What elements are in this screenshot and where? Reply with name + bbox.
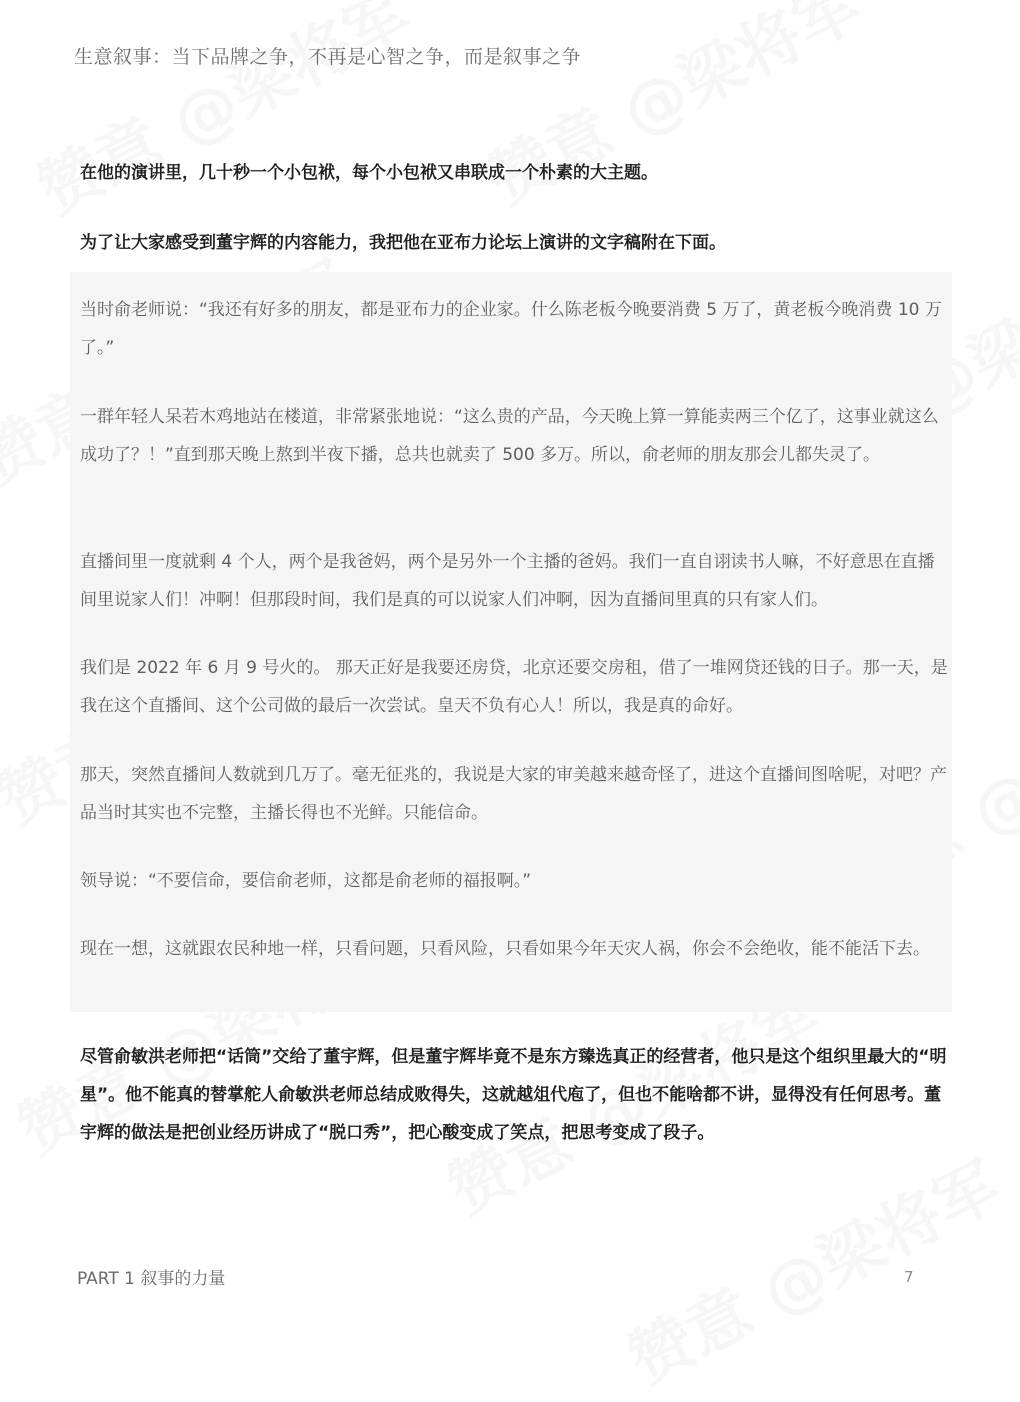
quote-paragraph: 领导说：“不要信命，要信俞老师，这都是俞老师的福报啊。” — [80, 871, 532, 891]
body-paragraph: 为了让大家感受到董宇辉的内容能力，我把他在亚布力论坛上演讲的文字稿附在下面。 — [80, 233, 726, 253]
body-paragraph: 尽管俞敏洪老师把“话筒”交给了董宇辉，但是董宇辉毕竟不是东方臻选真正的经营者，他只是这个组织里最大的“明星”。他不能真的替掌舵人俞敏洪老师总结成败得失，这就越俎代庖了，但也不能啥都不讲，显得没有任何思考。董宇辉的做法是把创业经历讲成了“脱口秀”，把心酸变成了笑点，把思考变成了段子。 — [80, 1047, 947, 1143]
quote-paragraph: 我们是 2022 年 6 月 9 号火的。 那天正好是我要还房贷，北京还要交房租，借了一堆网贷还钱的日子。那一天，是我在这个直播间、这个公司做的最后一次尝试。皇天不负有心人！所以，我是真的命好。 — [80, 658, 948, 716]
quote-paragraph: 直播间里一度就剩 4 个人，两个是我爸妈，两个是另外一个主播的爸妈。我们一直自诩读书人嘛，不好意思在直播间里说家人们！冲啊！但那段时间，我们是真的可以说家人们冲啊，因为直播间里真的只有家人们。 — [80, 552, 935, 610]
page-number: 7 — [904, 1268, 914, 1286]
quote-block — [70, 272, 952, 1012]
quote-paragraph: 现在一想，这就跟农民种地一样，只看问题，只看风险，只看如果今年天灾人祸，你会不会绝收，能不能活下去。 — [80, 939, 930, 959]
quote-paragraph: 当时俞老师说：“我还有好多的朋友，都是亚布力的企业家。什么陈老板今晚要消费 5 万了，黄老板今晚消费 10 万了。” — [80, 300, 942, 358]
footer-section-label: PART 1 叙事的力量 — [77, 1269, 226, 1289]
quote-paragraph: 一群年轻人呆若木鸡地站在楼道，非常紧张地说：“这么贵的产品，今天晚上算一算能卖两三个亿了，这事业就这么成功了？！”直到那天晚上熬到半夜下播，总共也就卖了 500 多万。所以，俞老师的朋友那会儿都失灵了。 — [80, 407, 939, 465]
body-paragraph: 在他的演讲里，几十秒一个小包袱，每个小包袱又串联成一个朴素的大主题。 — [80, 163, 658, 183]
watermark — [20, 0, 424, 232]
watermark — [610, 1136, 1014, 1402]
quote-paragraph: 那天，突然直播间人数就到几万了。毫无征兆的，我说是大家的审美越来越奇怪了，进这个直播间图啥呢，对吧？产品当时其实也不完整，主播长得也不光鲜。只能信命。 — [80, 765, 947, 823]
running-header: 生意叙事：当下品牌之争，不再是心智之争，而是叙事之争 — [74, 46, 582, 68]
